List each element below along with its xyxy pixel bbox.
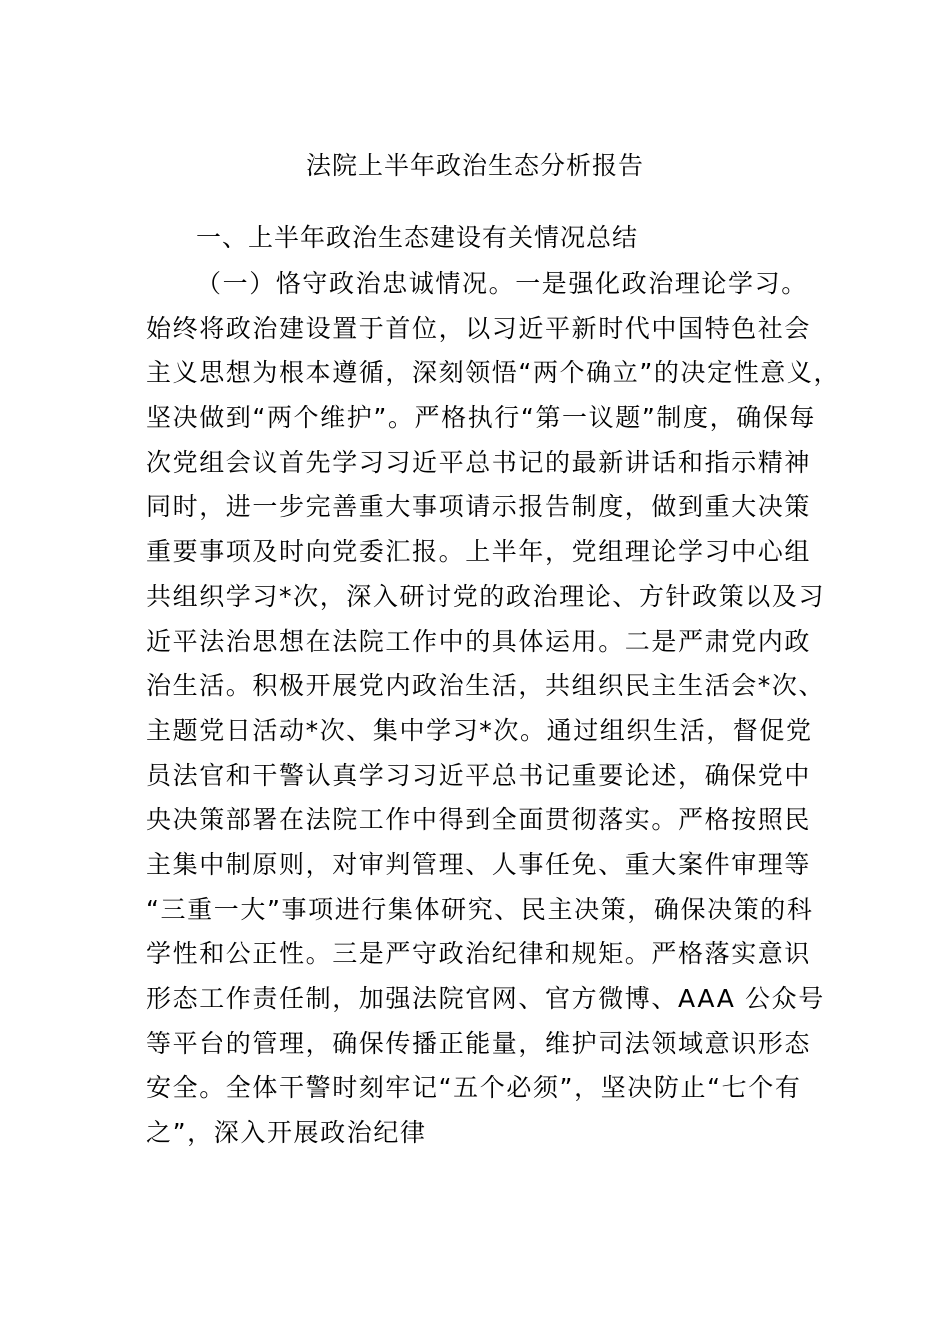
body-line: 主义思想为根本遵循，深刻领悟“两个确立”的决定性意义，: [146, 358, 841, 388]
body-line: 共组织学习*次，深入研讨党的政治理论、方针政策以及习: [146, 581, 826, 611]
body-line: 央决策部署在法院工作中得到全面贯彻落实。严格按照民: [146, 805, 812, 835]
body-line: 治生活。积极开展党内政治生活，共组织民主生活会*次、: [146, 671, 826, 701]
body-line: 主题党日活动*次、集中学习*次。通过组织生活，督促党: [146, 715, 813, 745]
body-line: “三重一大”事项进行集体研究、民主决策，确保决策的科: [146, 894, 814, 924]
body-line: 学性和公正性。三是严守政治纪律和规矩。严格落实意识: [146, 939, 812, 969]
body-line: 主集中制原则，对审判管理、人事任免、重大案件审理等: [146, 849, 812, 879]
document-title: 法院上半年政治生态分析报告: [305, 151, 644, 180]
body-line: （一）恪守政治忠诚情况。一是强化政治理论学习。: [196, 269, 808, 298]
body-line: 重要事项及时向党委汇报。上半年，党组理论学习中心组: [146, 537, 812, 567]
section-heading: 一、上半年政治生态建设有关情况总结: [196, 223, 639, 252]
body-line: 之”，深入开展政治纪律: [146, 1118, 427, 1148]
body-line: 形态工作责任制，加强法院官网、官方微博、AAA 公众号: [146, 984, 825, 1013]
body-line: 次党组会议首先学习习近平总书记的最新讲话和指示精神: [146, 447, 812, 477]
body-line: 近平法治思想在法院工作中的具体运用。二是严肃党内政: [146, 626, 812, 656]
body-line: 员法官和干警认真学习习近平总书记重要论述，确保党中: [146, 760, 812, 790]
body-line: 安全。全体干警时刻牢记“五个必须”，坚决防止“七个有: [146, 1073, 802, 1103]
body-line: 等平台的管理，确保传播正能量，维护司法领域意识形态: [146, 1028, 812, 1058]
body-line: 同时，进一步完善重大事项请示报告制度，做到重大决策: [146, 492, 812, 522]
body-line: 始终将政治建设置于首位，以习近平新时代中国特色社会: [146, 313, 812, 343]
body-line: 坚决做到“两个维护”。严格执行“第一议题”制度，确保每: [146, 403, 817, 433]
body-text: [146, 262, 841, 1156]
